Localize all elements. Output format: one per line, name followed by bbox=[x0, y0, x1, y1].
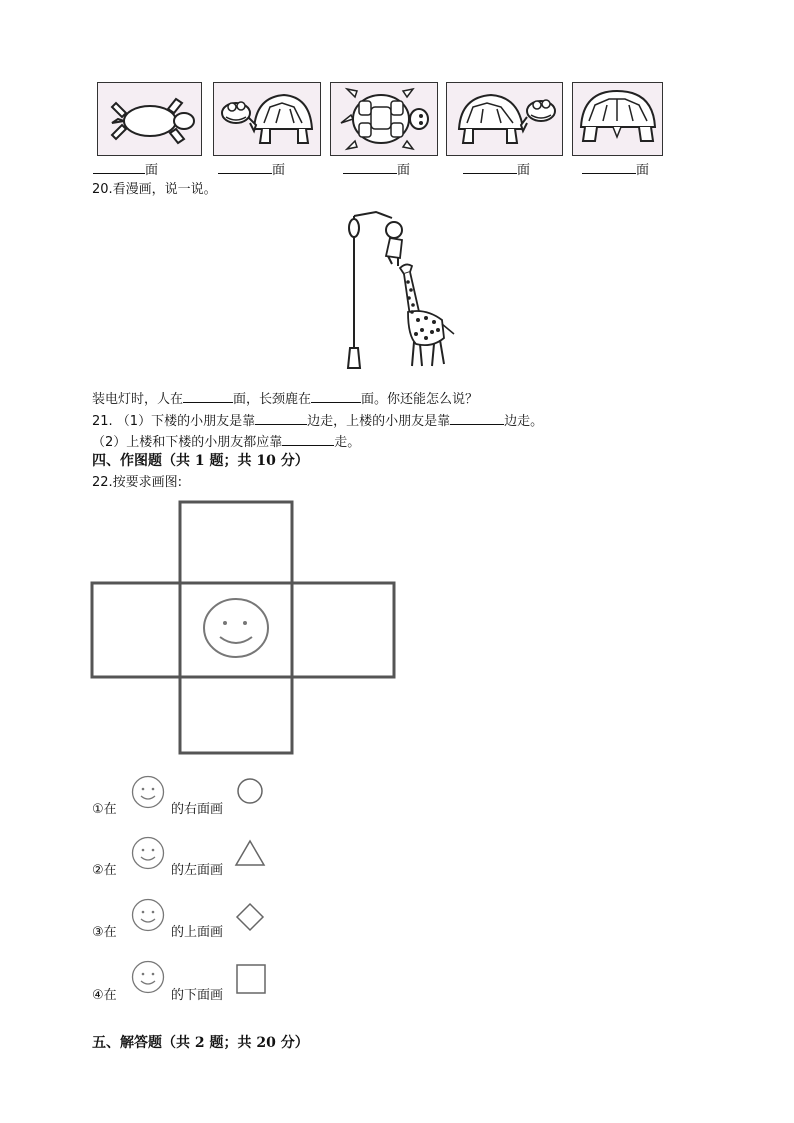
section-4-heading: 四、作图题（共 1 题；共 10 分） bbox=[92, 453, 309, 469]
q21-blank-1[interactable] bbox=[255, 412, 307, 425]
diamond-icon bbox=[233, 900, 267, 934]
turtle-right-picture bbox=[446, 82, 563, 156]
turtle-bottom-icon bbox=[98, 83, 201, 155]
turtle-back-icon bbox=[573, 83, 662, 155]
q21-line-2: （2）上楼和下楼的小朋友都应靠 走。 bbox=[92, 435, 361, 450]
q21-line-1: 21. （1）下楼的小朋友是靠 边走，上楼的小朋友是靠 边走。 bbox=[92, 414, 544, 429]
triangle-icon bbox=[233, 836, 267, 870]
q20-sentence: 装电灯时，人在 面，长颈鹿在 面。你还能怎么说？ bbox=[92, 392, 479, 407]
section-5-heading: 五、解答题（共 2 题；共 20 分） bbox=[92, 1035, 309, 1051]
square-icon bbox=[234, 962, 268, 996]
smiley-face-icon bbox=[204, 599, 268, 657]
turtle-left-side-icon bbox=[214, 83, 320, 155]
turtle-blank-3: 面 bbox=[343, 161, 410, 179]
turtle-blank-2: 面 bbox=[218, 161, 285, 179]
turtle-back-picture bbox=[572, 82, 663, 156]
turtle-bottom-picture bbox=[97, 82, 202, 156]
smiley-face-icon bbox=[131, 775, 165, 809]
q20-title: 20.看漫画，说一说。 bbox=[92, 182, 217, 197]
cube-net-diagram bbox=[90, 499, 396, 755]
turtle-right-side-icon bbox=[447, 83, 562, 155]
smiley-face-icon bbox=[131, 960, 165, 994]
giraffe-lamp-illustration bbox=[336, 208, 462, 374]
smiley-face-icon bbox=[131, 836, 165, 870]
smiley-face-icon bbox=[131, 898, 165, 932]
q21-blank-2[interactable] bbox=[450, 412, 504, 425]
q20-blank-2[interactable] bbox=[311, 390, 361, 403]
turtle-blank-4: 面 bbox=[463, 161, 530, 179]
turtle-top-picture bbox=[330, 82, 438, 156]
turtle-left-picture bbox=[213, 82, 321, 156]
turtle-top-icon bbox=[331, 83, 437, 155]
circle-icon bbox=[233, 774, 267, 808]
q20-blank-1[interactable] bbox=[183, 390, 233, 403]
q21-blank-3[interactable] bbox=[282, 433, 334, 446]
q22-title: 22.按要求画图: bbox=[92, 475, 183, 490]
giraffe-icon bbox=[336, 208, 462, 374]
turtle-blank-1: 面 bbox=[93, 161, 158, 179]
turtle-blank-5: 面 bbox=[582, 161, 649, 179]
